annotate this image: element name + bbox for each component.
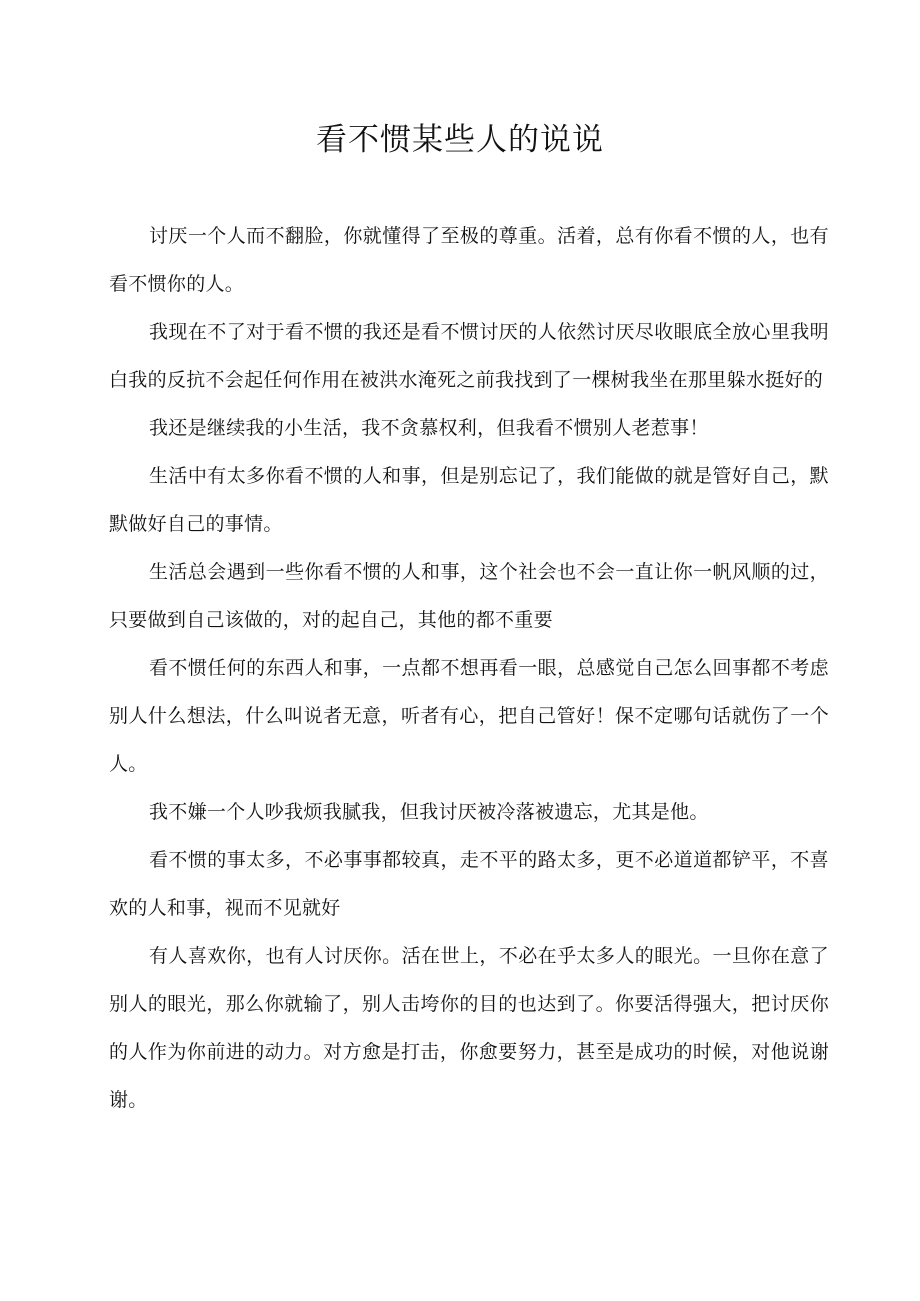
- paragraph-5: 生活总会遇到一些你看不惯的人和事，这个社会也不会一直让你一帆风顺的过，只要做到自己该做的，对的起自己，其他的都不重要: [109, 561, 829, 631]
- paragraph-8: 看不惯的事太多，不必事事都较真，走不平的路太多，更不必道道都铲平，不喜欢的人和事，视而不见就好: [109, 849, 829, 919]
- paragraph-7: 我不嫌一个人吵我烦我腻我，但我讨厌被冷落被遗忘，尤其是他。: [149, 801, 709, 823]
- paragraph-3: 我还是继续我的小生活，我不贪慕权利，但我看不惯别人老惹事！: [149, 417, 709, 439]
- paragraph-6: 看不惯任何的东西人和事，一点都不想再看一眼，总感觉自己怎么回事都不考虑别人什么想法，什么叫说者无意，听者有心，把自己管好！保不定哪句话就伤了一个人。: [109, 657, 829, 775]
- paragraph-9: 有人喜欢你，也有人讨厌你。活在世上，不必在乎太多人的眼光。一旦你在意了别人的眼光，那么你就输了，别人击垮你的目的也达到了。你要活得强大，把讨厌你的人作为你前进的动力。对方愈是打击，你愈要努力，甚至是成功的时候，对他说谢谢。: [109, 945, 829, 1111]
- paragraph-4: 生活中有太多你看不惯的人和事，但是别忘记了，我们能做的就是管好自己，默默做好自己的事情。: [109, 465, 829, 535]
- paragraph-2: 我现在不了对于看不惯的我还是看不惯讨厌的人依然讨厌尽收眼底全放心里我明白我的反抗不会起任何作用在被洪水淹死之前我找到了一棵树我坐在那里躲水挺好的: [109, 321, 829, 391]
- document-title: 看不惯某些人的说说: [316, 122, 604, 158]
- document-body: [109, 212, 829, 1124]
- paragraph-1: 讨厌一个人而不翻脸，你就懂得了至极的尊重。活着，总有你看不惯的人，也有看不惯你的人。: [109, 225, 829, 295]
